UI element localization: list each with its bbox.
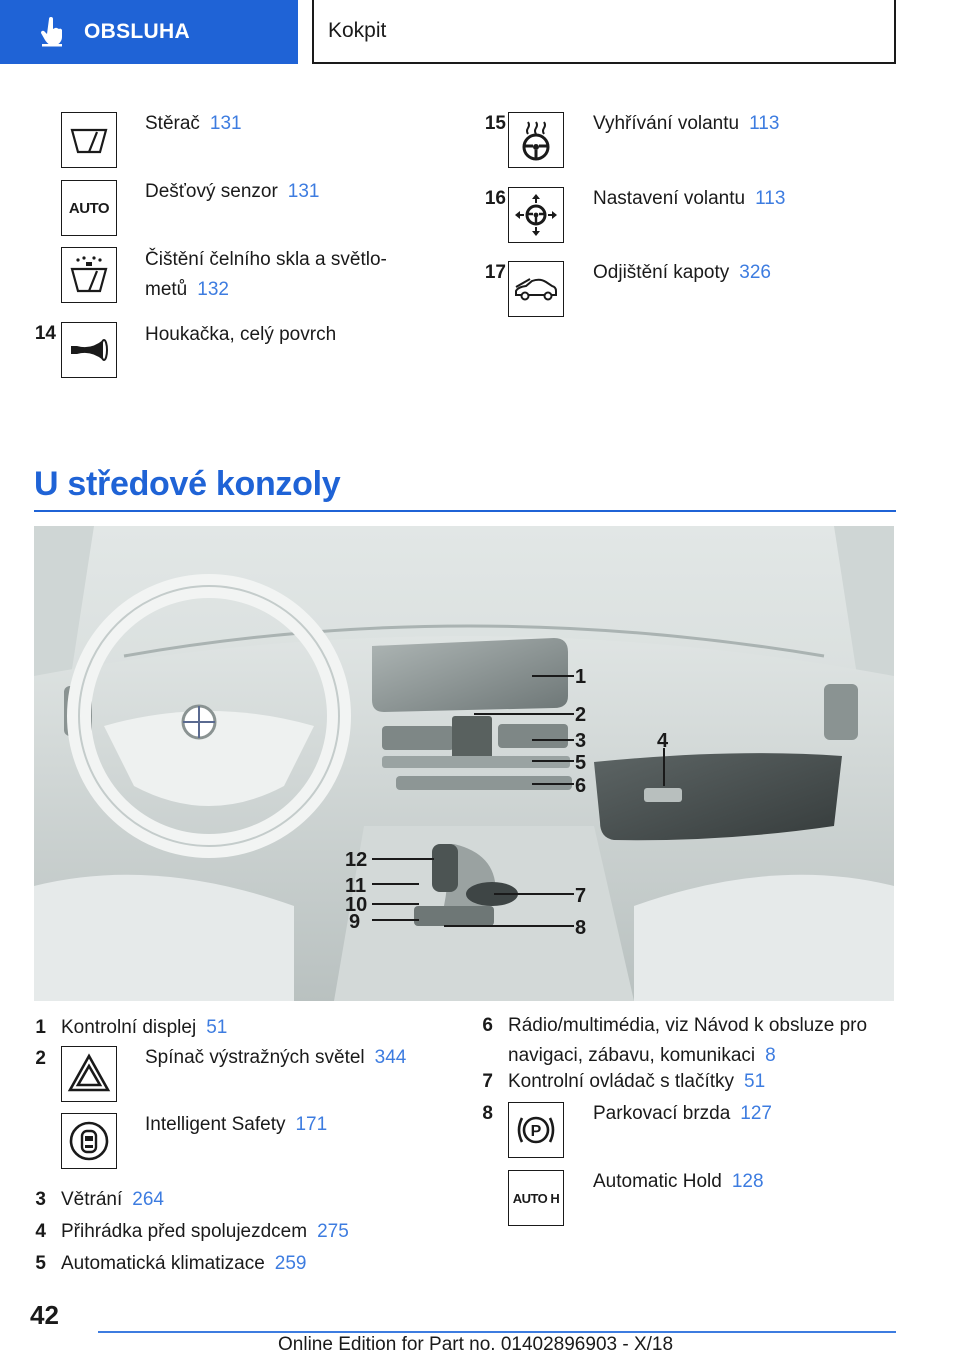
item-glovebox [61,1217,349,1247]
page-number: 42 [30,1300,59,1330]
section-label: OBSLUHA [84,20,190,43]
callout-10: 10 [345,894,368,916]
page-link[interactable]: 344 [374,1047,407,1068]
item-steering-adjust [593,184,785,214]
item-horn [145,320,336,350]
item-label: Houkačka, celý povrch [145,324,337,345]
item-number: 1 [35,1017,46,1038]
item-number: 4 [35,1221,46,1242]
item-label-line1: Rádio/multimédia, viz Návod k obsluze pro [508,1015,868,1036]
item-hood-release [593,258,771,288]
item-label: Vyhřívání volantu [593,113,740,134]
steering-adjust-icon [508,187,564,243]
steering-heat-icon [508,112,564,168]
page-link[interactable]: 132 [197,279,229,300]
item-number: 7 [482,1071,493,1092]
parking-brake-icon [508,1102,564,1158]
item-steering-heat [593,109,779,139]
callout-8: 8 [575,917,587,939]
intelligent-safety-icon [61,1113,117,1169]
section-divider [34,510,896,512]
breadcrumb-label: Kokpit [328,19,387,42]
item-number: 16 [484,188,506,209]
cockpit-photo [34,526,894,1001]
page-link[interactable]: 264 [132,1189,164,1210]
item-label: Větrání [61,1189,123,1210]
callout-11: 11 [345,875,367,897]
page-link[interactable]: 259 [274,1253,307,1274]
page-link[interactable]: 131 [287,181,320,202]
item-label: Kontrolní displej [61,1017,197,1038]
item-number: 15 [484,113,506,134]
item-label: Dešťový senzor [145,181,278,202]
page-link[interactable]: 51 [206,1017,228,1038]
item-label: Stěrač [145,113,200,134]
item-parking-brake [593,1099,772,1129]
item-label: Intelligent Safety [145,1114,286,1135]
item-label: Parkovací brzda [593,1103,731,1124]
svg-text:P: P [530,1123,542,1140]
page-link[interactable]: 275 [317,1221,349,1242]
item-number: 2 [35,1048,46,1069]
hazard-icon [61,1046,117,1102]
callout-3: 3 [575,730,587,752]
auto-icon-text: AUTO [68,199,110,217]
washer-icon [61,247,117,303]
item-ventilation [61,1185,164,1215]
item-label: Nastavení volantu [593,188,746,209]
item-wiper [145,109,242,139]
callout-7: 7 [575,885,587,907]
footer-divider [98,1331,896,1333]
item-number: 5 [35,1253,46,1274]
item-number: 17 [484,262,506,283]
item-number: 3 [35,1189,46,1210]
item-label-line2: navigaci, zábavu, komunikaci [508,1045,756,1066]
item-label: Automatická klimatizace [61,1253,265,1274]
callout-12: 12 [345,849,368,871]
item-label: Automatic Hold [593,1171,722,1192]
item-intelligent-safety [145,1110,327,1140]
item-label: Spínač výstražných světel [145,1047,365,1068]
item-number: 8 [482,1103,493,1124]
hand-pointer-icon [40,17,66,47]
callout-1: 1 [575,666,587,688]
item-label-line2: metů [145,279,188,300]
callout-6: 6 [575,775,587,797]
page-link[interactable]: 128 [731,1171,764,1192]
page-link[interactable]: 8 [765,1045,776,1066]
page-link[interactable]: 127 [740,1103,772,1124]
section-title: U středové konzoly [34,465,341,503]
hood-release-icon [508,261,564,317]
item-auto-hold [593,1167,764,1197]
breadcrumb [312,0,896,64]
item-label-line1: Čištění čelního skla a světlo- [145,249,387,270]
item-label: Kontrolní ovládač s tlačítky [508,1071,734,1092]
wiper-icon [61,112,117,168]
auto-hold-icon-text: AUTO H [512,1190,560,1206]
auto-icon [61,180,117,236]
horn-icon [61,322,117,378]
item-hazard [145,1043,406,1073]
item-number: 6 [482,1015,493,1036]
item-radio [508,1011,867,1071]
section-tab[interactable] [0,0,298,64]
callout-4: 4 [657,730,669,752]
item-controller [508,1067,765,1097]
callout-2: 2 [575,704,587,726]
item-number: 14 [34,323,56,344]
item-label: Přihrádka před spolujezdcem [61,1221,308,1242]
item-rain-sensor [145,177,320,207]
item-label: Odjištění kapoty [593,262,730,283]
page-link[interactable]: 326 [739,262,771,283]
page-link[interactable]: 113 [749,113,780,134]
item-climate [61,1249,307,1279]
auto-hold-icon [508,1170,564,1226]
callout-9: 9 [349,911,361,933]
page-link[interactable]: 171 [295,1114,328,1135]
page-link[interactable]: 113 [755,188,786,209]
page-link[interactable]: 131 [209,113,242,134]
edition-note: Online Edition for Part no. 01402896903 - X/18 [278,1334,674,1355]
item-washer [145,245,387,305]
item-display [61,1013,227,1043]
callout-5: 5 [575,752,587,774]
page-link[interactable]: 51 [744,1071,766,1092]
